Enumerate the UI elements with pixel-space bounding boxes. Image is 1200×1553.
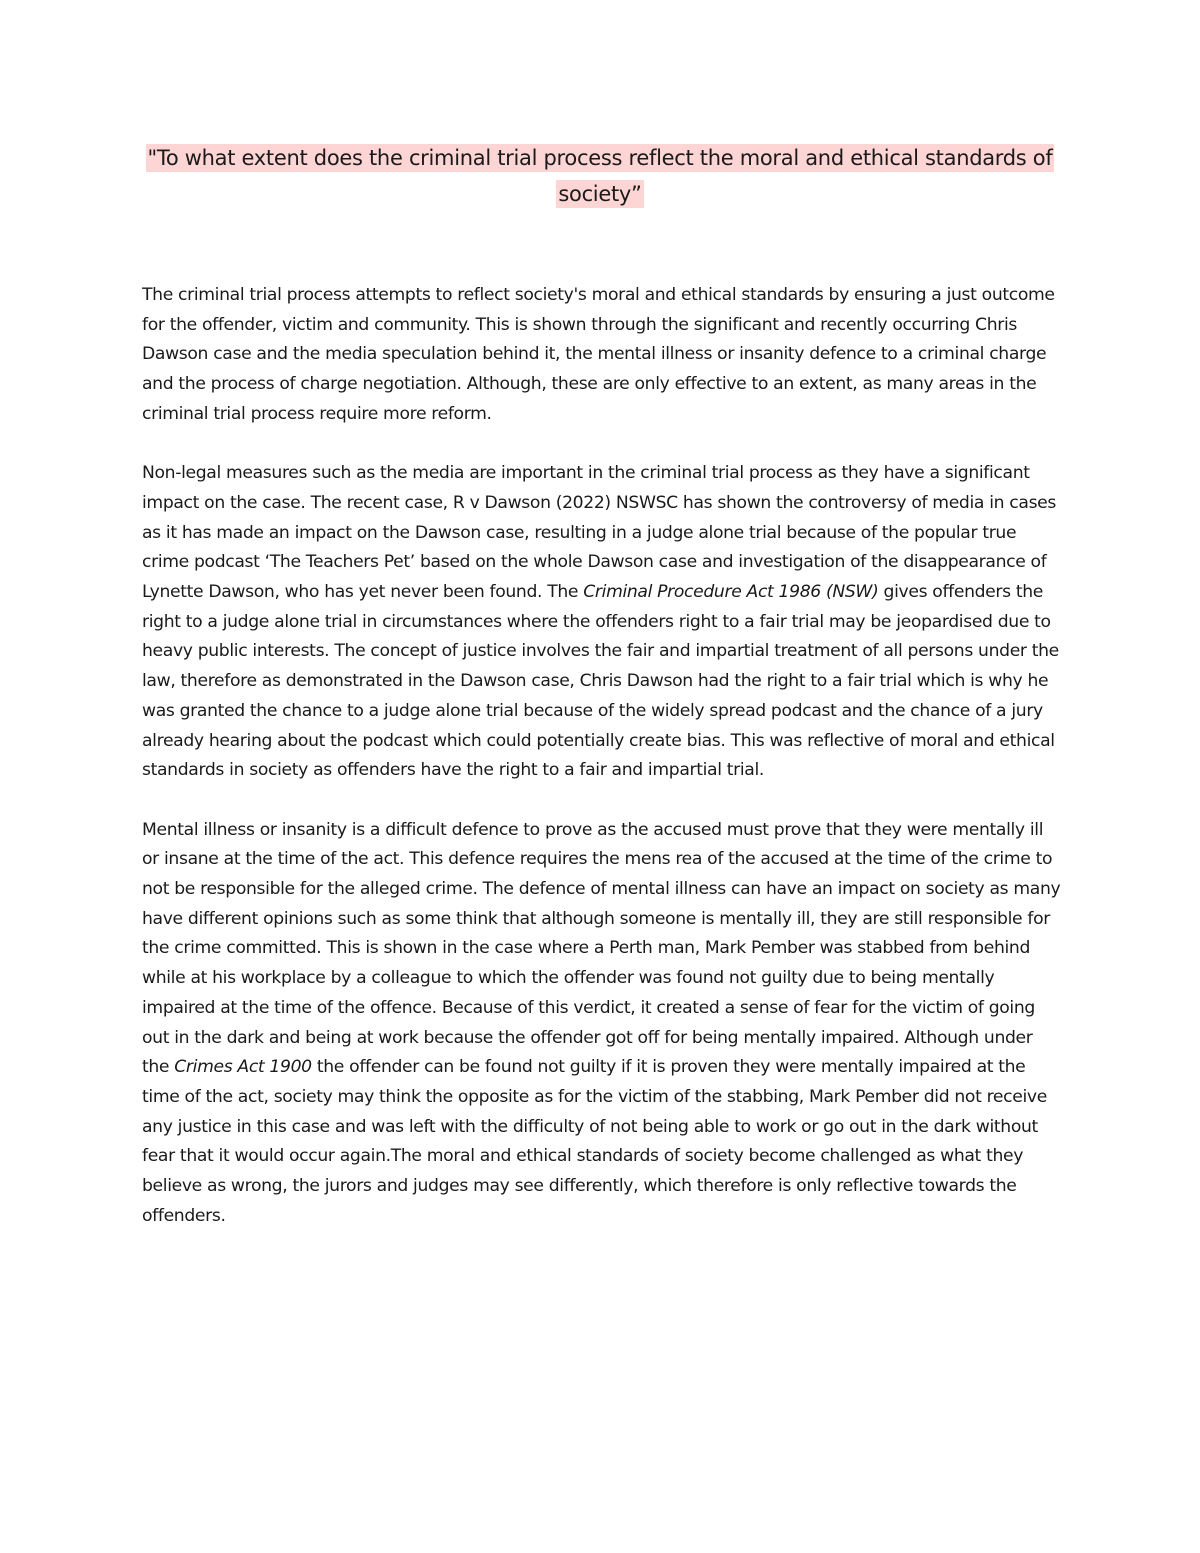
paragraph-text: The criminal trial process attempts to reflect society's moral and ethical standards by ensuring a just outcome for the offender, victim and community. This is shown through the significant and recently occurring Chris Dawson case and the media speculation behind it, the mental illness or insanity defence to a criminal charge and the process of charge negotiation. Although, these are only effective to an extent, as many areas in the criminal trial process require more reform. xyxy=(142,285,1055,424)
legislation-reference: Criminal Procedure Act 1986 (NSW) xyxy=(583,582,879,603)
paragraph-media xyxy=(142,459,1062,786)
paragraph-text: Mental illness or insanity is a difficult defence to prove as the accused must prove that they were mentally ill or insane at the time of the act. This defence requires the mens rea of the accused at the time of the crime to not be responsible for the alleged crime. The defence of mental illness can have an impact on society as many have different opinions such as some think that although someone is mentally ill, they are still responsible for the crime committed. This is shown in the case where a Perth man, Mark Pember was stabbed from behind while at his workplace by a colleague to which the offender was found not guilty due to being mentally impaired at the time of the offence. Because of this verdict, it created a sense of fear for the victim of going out in the dark and being at work because the offender got off for being mentally impaired. Although under the xyxy=(142,819,1061,1078)
paragraph-text: gives offenders the right to a judge alone trial in circumstances where the offenders right to a fair trial may be jeopardised due to heavy public interests. The concept of justice involves the fair and impartial treatment of all persons under the law, therefore as demonstrated in the Dawson case, Chris Dawson had the right to a fair trial which is why he was granted the chance to a judge alone trial because of the widely spread podcast and the chance of a jury already hearing about the podcast which could potentially create bias. This was reflective of moral and ethical standards in society as offenders have the right to a fair and impartial trial. xyxy=(142,582,1059,781)
essay-title xyxy=(140,140,1060,212)
legislation-reference: Crimes Act 1900 xyxy=(174,1057,312,1078)
paragraph-text: Non-legal measures such as the media are important in the criminal trial process as they have a significant impact on the case. The recent case, R v Dawson (2022) NSWSC has shown the controversy of media in cases as it has made an impact on the Dawson case, resulting in a judge alone trial because of the popular true crime podcast ‘The Teachers Pet’ based on the whole Dawson case and investigation of the disappearance of Lynette Dawson, who has yet never been found. The xyxy=(142,463,1057,603)
paragraph-text: the offender can be found not guilty if it is proven they were mentally impaired at the time of the act, society may think the opposite as for the victim of the stabbing, Mark Pember did not receive any justice in this case and was left with the difficulty of not being able to work or go out in the dark without fear that it would occur again.The moral and ethical standards of society become challenged as what they believe as wrong, the jurors and judges may see differently, which therefore is only reflective towards the offenders. xyxy=(142,1057,1047,1226)
essay-title-highlight: "To what extent does the criminal trial process reflect the moral and ethical standards of society” xyxy=(147,146,1053,206)
essay-body xyxy=(142,281,1062,1261)
paragraph-mental-illness xyxy=(142,816,1062,1232)
paragraph-introduction xyxy=(142,281,1062,430)
